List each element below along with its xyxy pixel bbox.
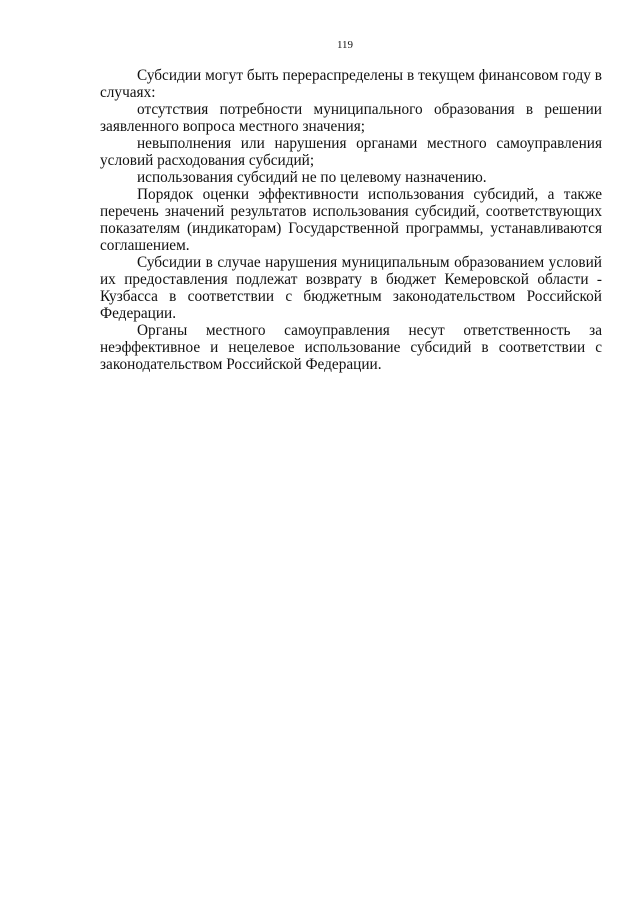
paragraph-responsibility: Органы местного самоуправления несут ответственность за неэффективное и нецелевое использование субсидий в соответствии с законодательством Российской Федерации. <box>100 322 602 373</box>
document-body <box>100 67 602 373</box>
paragraph-efficiency-assessment: Порядок оценки эффективности использования субсидий, а также перечень значений результатов использования субсидий, соответствующих показателям (индикаторам) Государственной программы, устанавливаются соглашением. <box>100 186 602 254</box>
paragraph-refund: Субсидии в случае нарушения муниципальным образованием условий их предоставления подлежат возврату в бюджет Кемеровской области - Кузбасса в соответствии с бюджетным законодательством Российской Федерации. <box>100 254 602 322</box>
paragraph-redistribution-cases: Субсидии могут быть перераспределены в текущем финансовом году в случаях: <box>100 67 602 101</box>
paragraph-case-no-need: отсутствия потребности муниципального образования в решении заявленного вопроса местного значения; <box>100 101 602 135</box>
paragraph-case-misuse: использования субсидий не по целевому назначению. <box>137 169 487 186</box>
page-number: 119 <box>336 39 354 51</box>
paragraph-case-violation: невыполнения или нарушения органами местного самоуправления условий расходования субсидий; <box>100 135 602 169</box>
